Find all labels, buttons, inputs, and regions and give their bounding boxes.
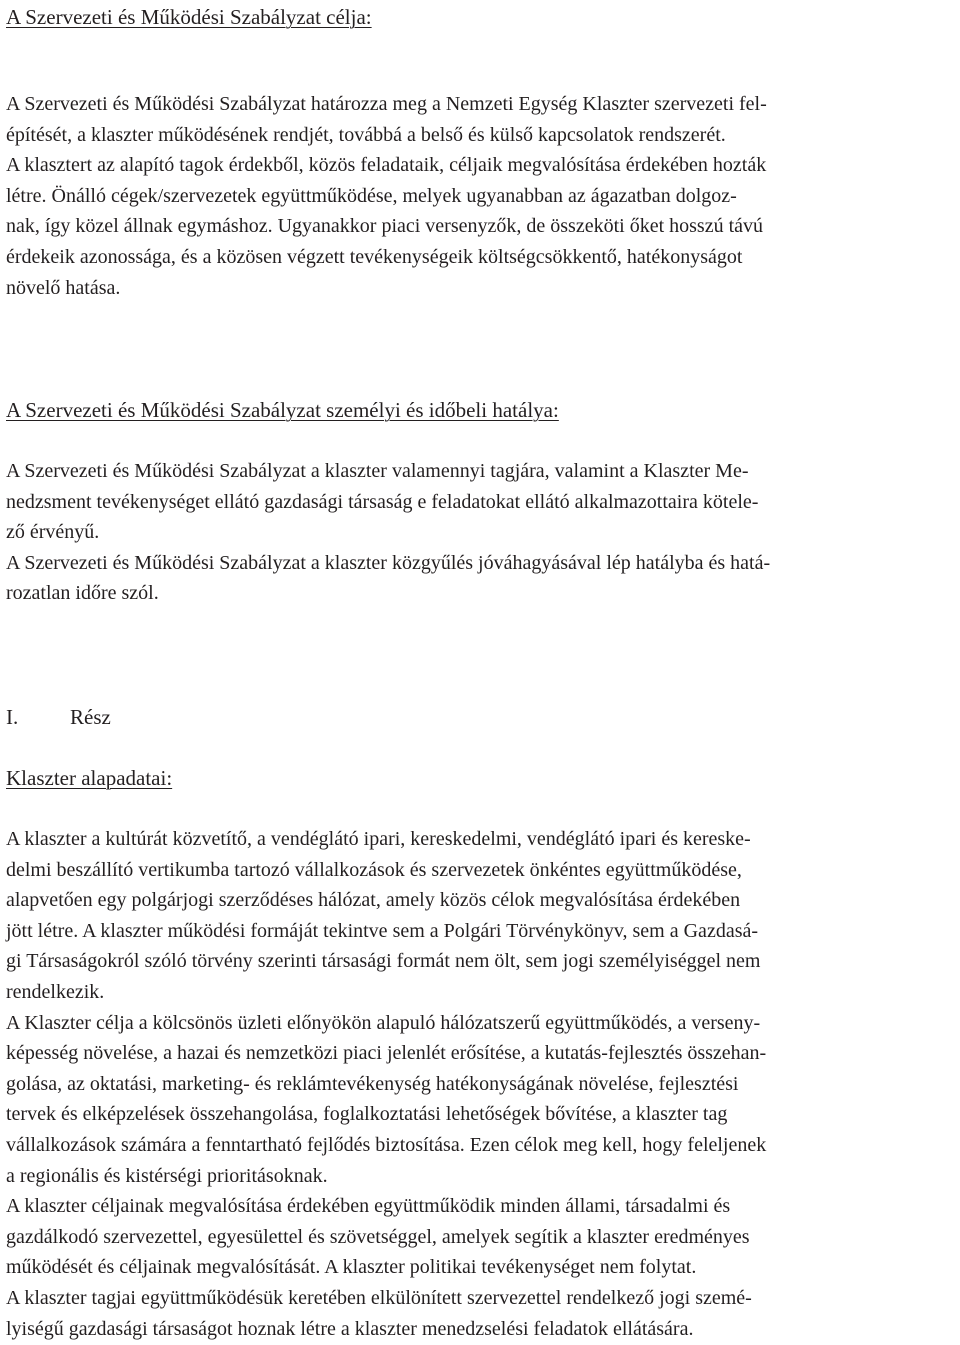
text-line: működését és céljainak megvalósítását. A klaszter politikai tevékenységet nem folytat. [6,1256,697,1279]
paragraph-purpose [6,89,956,303]
text-line: rendelkezik. [6,980,105,1003]
text-line: lyiségű gazdasági társaságot hoznak létre a klaszter menedzselési feladatok ellátására. [6,1317,694,1340]
text-line: A Szervezeti és Működési Szabályzat a klaszter közgyűlés jóváhagyásával lép hatályba és hatá- [6,551,771,574]
section-heading-purpose: A Szervezeti és Működési Szabályzat célja: [6,5,372,29]
text-line: alapvetően egy polgárjogi szerződéses hálózat, amely közös célok megvalósítása érdekében [6,889,741,912]
text-line: A Szervezeti és Működési Szabályzat a klaszter valamennyi tagjára, valamint a Klaszter Me- [6,460,749,482]
text-line: érdekeik azonossága, és a közösen végzett tevékenységeik költségcsökkentő, hatékonyságot [6,245,743,268]
text-line: A klasztert az alapító tagok érdekből, közös feladataik, céljaik megvalósítása érdekében hozták [6,154,767,177]
text-line: építését, a klaszter működésének rendjét, továbbá a belső és külső kapcsolatok rendszerét. [6,123,726,146]
text-line: tervek és elképzelések összehangolása, foglalkoztatási lehetőségek bővítése, a klaszter tag [6,1103,728,1126]
text-line: ző érvényű. [6,521,100,544]
text-line: A Klaszter célja a kölcsönös üzleti előnyökön alapuló hálózatszerű együttműködés, a verseny- [6,1011,761,1034]
part-label: Rész [70,705,111,729]
text-line: delmi beszállító vertikumba tartozó vállalkozások és szervezetek önkéntes együttműködése, [6,858,742,881]
text-line: gi Társaságokról szóló törvény szerinti társasági formát nem ölt, sem jogi személyiséggel nem [6,950,761,973]
part-title [6,702,956,732]
text-line: nak, így közel állnak egymáshoz. Ugyanakkor piaci versenyzők, de összeköti őket hosszú távú [6,215,764,238]
part-number: I. [6,705,19,729]
text-line: A Szervezeti és Működési Szabályzat határozza meg a Nemzeti Egység Klaszter szervezeti fel- [6,93,767,115]
section-heading-basic-data: Klaszter alapadatai: [6,766,173,790]
text-line: növelő hatása. [6,276,121,299]
text-line: golása, az oktatási, marketing- és reklámtevékenység hatékonyságának növelése, fejlesztési [6,1072,739,1095]
text-line: létre. Önálló cégek/szervezetek együttműködése, melyek ugyanabban az ágazatban dolgoz- [6,184,737,207]
paragraph-scope [6,456,956,609]
paragraph-basic-data [6,824,956,1344]
text-line: A klaszter céljainak megvalósítása érdekében együttműködik minden állami, társadalmi és [6,1195,731,1218]
text-line: nedzsment tevékenységet ellátó gazdasági társaság e feladatokat ellátó alkalmazottaira kötele- [6,490,759,513]
section-heading-scope: A Szervezeti és Működési Szabályzat személyi és időbeli hatálya: [6,398,559,422]
text-line: képesség növelése, a hazai és nemzetközi piaci jelenlét erősítése, a kutatás-fejlesztés összehan- [6,1042,767,1065]
text-line: rozatlan időre szól. [6,582,159,605]
text-line: jött létre. A klaszter működési formáját tekintve sem a Polgári Törvénykönyv, sem a Gazdasá- [6,919,759,942]
text-line: gazdálkodó szervezettel, egyesülettel és szövetséggel, amelyek segítik a klaszter eredményes [6,1225,750,1248]
text-line: A klaszter a kultúrát közvetítő, a vendéglátó ipari, kereskedelmi, vendéglátó ipari és kereske- [6,828,751,850]
text-line: a regionális és kistérségi prioritásoknak. [6,1164,328,1187]
text-line: vállalkozások számára a fenntartható fejlődés biztosítása. Ezen célok meg kell, hogy feleljenek [6,1133,767,1156]
text-line: A klaszter tagjai együttműködésük keretében elkülönített szervezettel rendelkező jogi szemé- [6,1286,752,1309]
